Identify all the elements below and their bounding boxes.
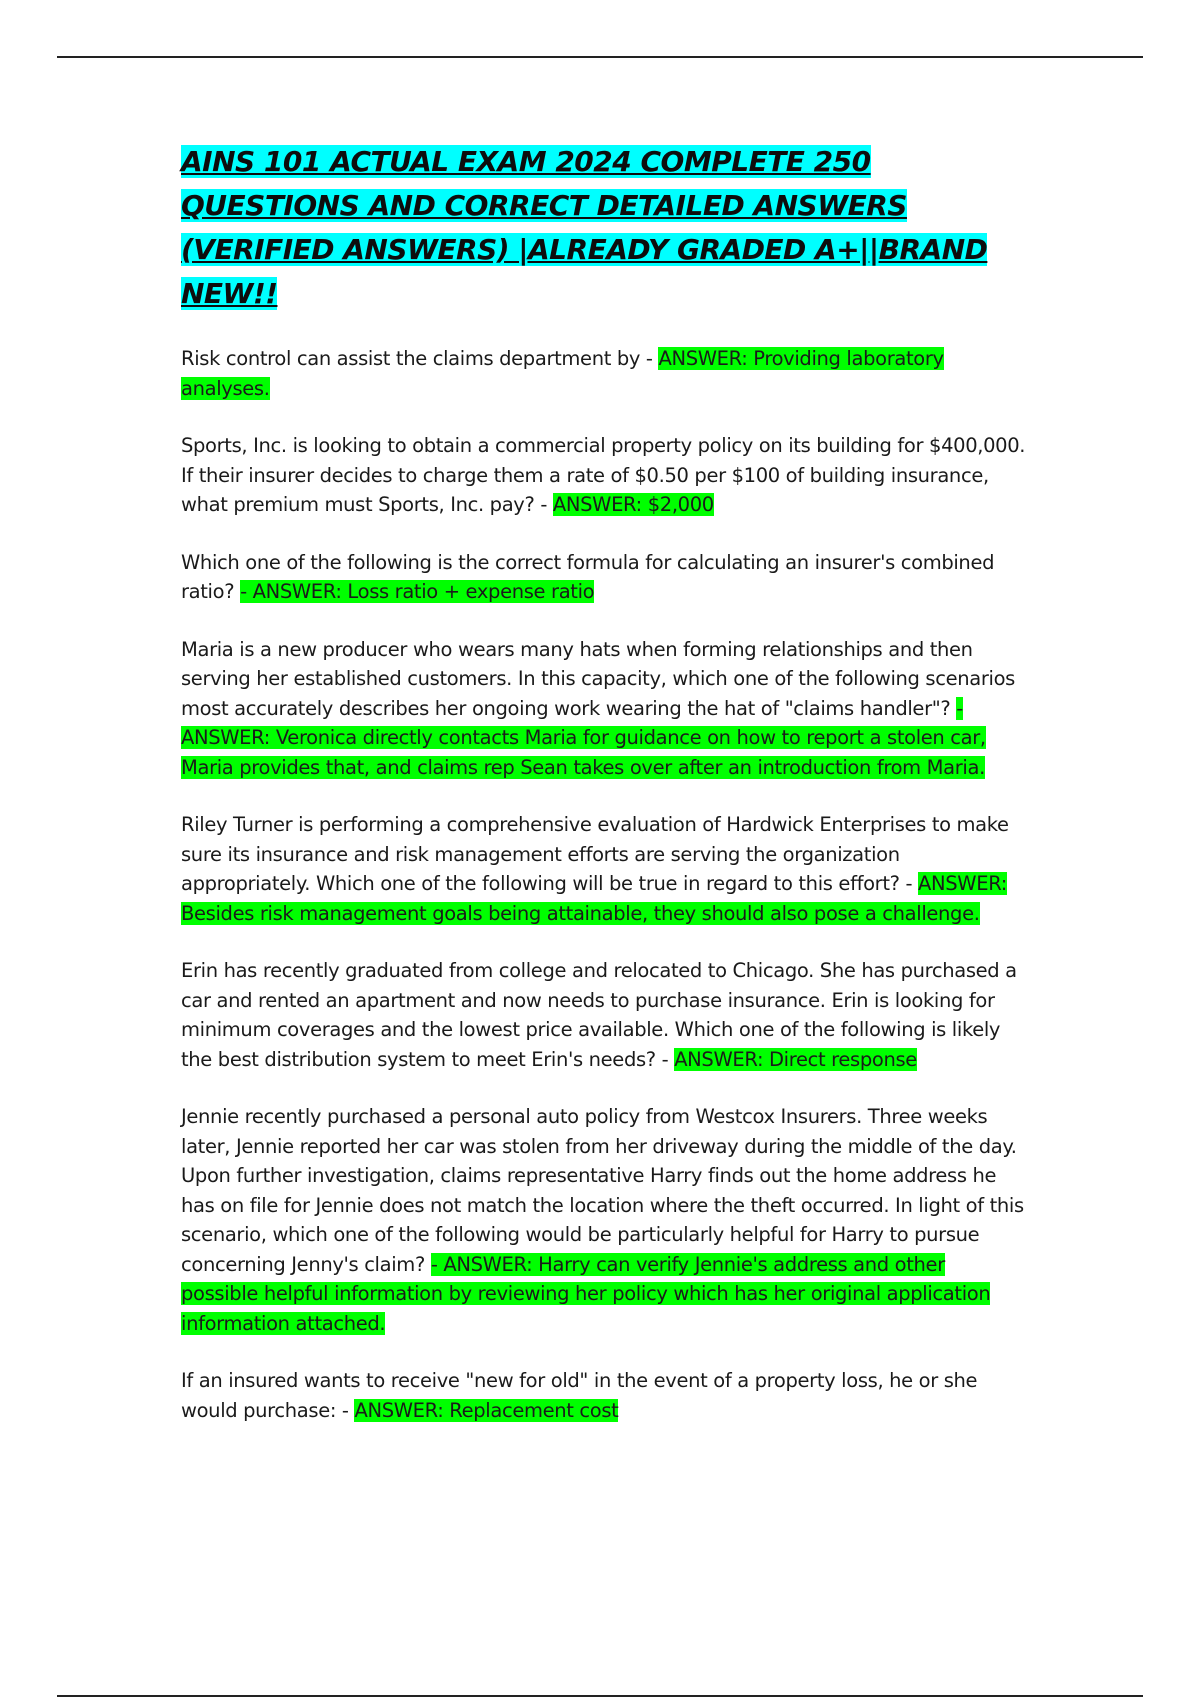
qa-item — [181, 431, 1026, 520]
answer-text: ANSWER: Providing laboratory analyses. — [181, 347, 944, 400]
question-text: Jennie recently purchased a personal auto policy from Westcox Insurers. Three weeks later, Jennie reported her car was stolen from her driveway during the middle of the day. Upon further investigation, claims representative Harry finds out the home address he has on file for Jennie does not match the location where the theft occurred. In light of this scenario, which one of the following would be particularly helpful for Harry to pursue concerning Jenny's claim? — [181, 1105, 1024, 1276]
qa-item — [181, 1102, 1026, 1338]
answer-text: - ANSWER: Harry can verify Jennie's address and other possible helpful information by reviewing her policy which has her original application information attached. — [181, 1252, 991, 1335]
document-title — [181, 140, 1026, 316]
qa-item — [181, 956, 1026, 1074]
question-text: Which one of the following is the correct formula for calculating an insurer's combined ratio? — [181, 550, 995, 603]
question-text: Maria is a new producer who wears many hats when forming relationships and then serving her established customers. In this capacity, which one of the following scenarios most accurately describes her ongoing work wearing the hat of "claims handler"? — [181, 637, 1015, 720]
qa-item — [181, 810, 1026, 928]
answer-text: ANSWER: $2,000 — [552, 493, 714, 516]
answer-text: - ANSWER: Veronica directly contacts Maria for guidance on how to report a stolen car, Maria provides that, and claims rep Sean takes over after an introduction from Maria. — [181, 696, 986, 779]
qa-item — [181, 1366, 1026, 1425]
answer-text: ANSWER: Direct response — [674, 1047, 917, 1071]
qa-item — [181, 548, 1026, 607]
footer-rule — [57, 1695, 1143, 1697]
document-body — [181, 140, 1026, 1453]
qa-item — [181, 344, 1026, 403]
question-text: Riley Turner is performing a comprehensive evaluation of Hardwick Enterprises to make sure its insurance and risk management efforts are serving the organization appropriately. Which one of the following will be true in regard to this effort? - — [181, 813, 1009, 895]
header-rule — [57, 56, 1143, 58]
answer-text: - ANSWER: Loss ratio + expense ratio — [240, 580, 595, 603]
title-text: AINS 101 ACTUAL EXAM 2024 COMPLETE 250 QUESTIONS AND CORRECT DETAILED ANSWERS (VERIFIED ANSWERS) |ALREADY GRADED A+||BRAND NEW!! — [181, 145, 988, 310]
question-text: Erin has recently graduated from college and relocated to Chicago. She has purchased a car and rented an apartment and now needs to purchase insurance. Erin is looking for minimum coverages and the lowest price available. Which one of the following is likely the best distribution system to meet Erin's needs? - — [181, 959, 1017, 1071]
question-text: Sports, Inc. is looking to obtain a commercial property policy on its building for $400,000. If their insurer decides to charge them a rate of $0.50 per $100 of building insurance, what premium must Sports, Inc. pay? - — [181, 434, 1026, 516]
question-text: Risk control can assist the claims department by - — [181, 347, 653, 370]
answer-text: ANSWER: Replacement cost — [354, 1398, 619, 1422]
qa-item — [181, 635, 1026, 783]
answer-text: ANSWER: Besides risk management goals being attainable, they should also pose a challenge. — [181, 872, 1008, 925]
question-text: If an insured wants to receive "new for old" in the event of a property loss, he or she would purchase: - — [181, 1369, 978, 1422]
